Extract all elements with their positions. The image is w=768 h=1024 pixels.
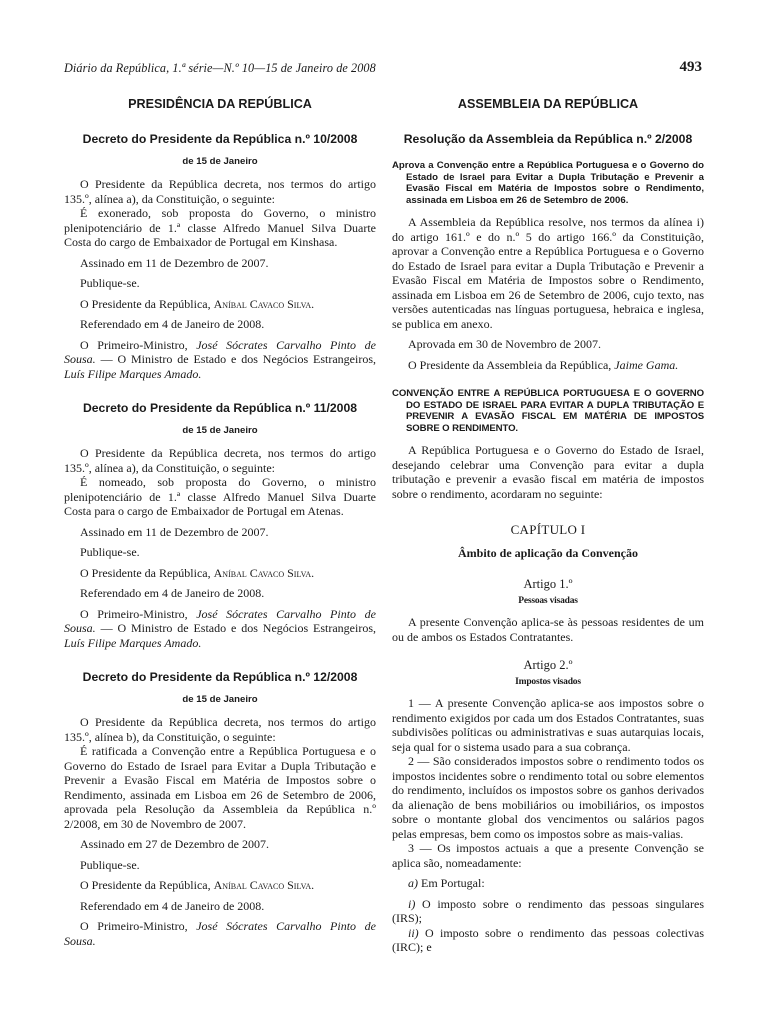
decree-paragraph: É ratificada a Convenção entre a República Portuguesa e o Governo do Estado de Israel para Evitar a Dupla Tributação e Prevenir a Evasão Fiscal em Matéria de Impostos sobre o Rendimento, assinada em Lisboa em 26 de Setembro de 2006, aprovada pela Resolução da Assembleia da República n.º 2/2008, em 30 de Novembro de 2007. [64, 744, 376, 831]
pm-name: José Sócrates Carvalho Pinto de Sousa. [64, 606, 376, 635]
decree-title: Decreto do Presidente da República n.º 11/2008 [82, 401, 358, 415]
decree-title: Decreto do Presidente da República n.º 10/2008 [82, 132, 358, 146]
resolution-summary: Aprova a Convenção entre a República Portuguesa e o Governo do Estado de Israel para Evitar a Dupla Tributação e Prevenir a Evasão Fiscal em Matéria de Impostos sobre o Rendimento, assinada em Lisboa em 26 de Setembro de 2006. [392, 160, 704, 206]
journal-title: Diário da República, 1.ª série—N.º 10—15 de Janeiro de 2008 [64, 61, 376, 75]
decree-date: de 15 de Janeiro [182, 425, 258, 436]
minister-name: Luís Filipe Marques Amado. [64, 635, 202, 650]
decree-12 [64, 670, 376, 948]
chapter-title: Âmbito de aplicação da Convenção [458, 546, 638, 560]
referenced-line: Referendado em 4 de Janeiro de 2008. [80, 586, 265, 600]
president-name: Aníbal Cavaco Silva. [213, 565, 315, 580]
publish-line: Publique-se. [80, 857, 140, 872]
decree-paragraph: É exonerado, sob proposta do Governo, o ministro plenipotenciário de 1.ª classe Alfredo Manuel Silva Duarte Costa do cargo de Embaixador de Portugal em Kinshasa. [64, 206, 376, 249]
pm-name: José Sócrates Carvalho Pinto de Sousa. [64, 337, 376, 366]
publish-line: Publique-se. [80, 276, 140, 290]
decree-paragraph: O Presidente da República decreta, nos termos do artigo 135.º, alínea a), da Constituição, o seguinte: [64, 446, 376, 475]
signed-line: Assinado em 11 de Dezembro de 2007. [80, 255, 269, 270]
publish-line: Publique-se. [80, 545, 140, 559]
assembly-president-line: O Presidente da Assembleia da República, Jaime Gama. [408, 357, 679, 372]
decree-title: Decreto do Presidente da República n.º 12/2008 [82, 670, 358, 684]
article-2-paragraph-2: 2 — São considerados impostos sobre o rendimento todos os impostos incidentes sobre o rendimento total ou sobre elementos do rendimento, incluídos os impostos sobre os ganhos derivados da alienação de bens mobiliários ou imobiliários, os impostos sobre o montante global dos vencimentos ou salários pagos pelas empresas, bem como os impostos sobre as mais-valias. [392, 754, 704, 841]
signatories-line: O Primeiro-Ministro, José Sócrates Carvalho Pinto de Sousa. — O Ministro de Estado e dos Negócios Estrangeiros, Luís Filipe Marques Amado. [64, 606, 376, 650]
page-number: 493 [679, 59, 702, 75]
article-2-paragraph-1: 1 — A presente Convenção aplica-se aos impostos sobre o rendimento exigidos por cada um dos Estados Contratantes, suas subdivisões políticas ou administrativas e suas autarquias locais, seja qual for o sistema usado para a sua cobrança. [392, 696, 704, 754]
decree-paragraph: O Presidente da República decreta, nos termos do artigo 135.º, alínea b), da Constituição, o seguinte: [64, 715, 376, 744]
section-title-assembleia: ASSEMBLEIA DA REPÚBLICA [457, 97, 639, 111]
article-2-title: Impostos visados [515, 677, 581, 687]
decree-paragraph: O Presidente da República decreta, nos termos do artigo 135.º, alínea a), da Constituição, o seguinte: [64, 177, 376, 206]
signatories-line: O Primeiro-Ministro, José Sócrates Carvalho Pinto de Sousa. — O Ministro de Estado e dos Negócios Estrangeiros, Luís Filipe Marques Amado. [64, 337, 376, 381]
signed-line: Assinado em 11 de Dezembro de 2007. [80, 524, 269, 539]
minister-name: Luís Filipe Marques Amado. [64, 366, 202, 381]
page-header [64, 59, 702, 79]
referenced-line: Referendado em 4 de Janeiro de 2008. [80, 317, 265, 331]
signed-line: Assinado em 27 de Dezembro de 2007. [80, 837, 269, 851]
president-line: O Presidente da República, Aníbal Cavaco Silva. [80, 878, 315, 892]
article-1-title: Pessoas visadas [518, 596, 578, 606]
convention-title: CONVENÇÃO ENTRE A REPÚBLICA PORTUGUESA E O GOVERNO DO ESTADO DE ISRAEL PARA EVITAR A DUPLA TRIBUTAÇÃO E PREVENIR A EVASÃO FISCAL EM MATÉRIA DE IMPOSTOS SOBRE O RENDIMENTO. [392, 388, 704, 434]
article-2-heading: Artigo 2.º [523, 658, 573, 672]
president-name: Aníbal Cavaco Silva. [213, 296, 315, 311]
left-column [64, 92, 376, 948]
article-2-paragraph-3: 3 — Os impostos actuais a que a presente Convenção se aplica são, nomeadamente: [392, 841, 704, 870]
article-1-heading: Artigo 1.º [523, 577, 573, 591]
approved-line: Aprovada em 30 de Novembro de 2007. [408, 337, 601, 351]
president-name: Aníbal Cavaco Silva. [213, 878, 315, 892]
resolution-title: Resolução da Assembleia da República n.º 2/2008 [403, 132, 693, 146]
decree-11 [64, 401, 376, 650]
assembly-president-name: Jaime Gama. [614, 357, 679, 372]
signatories-line: O Primeiro-Ministro, José Sócrates Carvalho Pinto de Sousa. [64, 919, 376, 948]
decree-paragraph: É nomeado, sob proposta do Governo, o ministro plenipotenciário de 1.ª classe Alfredo Manuel Silva Duarte Costa para o cargo de Embaixador de Portugal em Atenas. [64, 475, 376, 518]
decree-date: de 15 de Janeiro [182, 694, 258, 705]
item-ii: ii) O imposto sobre o rendimento das pessoas colectivas (IRC); e [392, 925, 704, 954]
section-title-presidencia: PRESIDÊNCIA DA REPÚBLICA [128, 97, 312, 111]
resolution-paragraph: A Assembleia da República resolve, nos termos da alínea i) do artigo 161.º e do n.º 5 do artigo 166.º da Constituição, aprovar a Convenção entre a República Portuguesa e o Governo do Estado de Israel para evitar a Dupla Tributação e Prevenir a Evasão Fiscal em Matéria de Impostos sobre o Rendimento, assinada em Lisboa em 26 de Setembro de 2006, cujo texto, nas versões autenticadas nas línguas portuguesa, hebraica e inglesa, se publica em anexo. [392, 215, 704, 331]
referenced-line: Referendado em 4 de Janeiro de 2008. [80, 898, 265, 913]
chapter-heading: CAPÍTULO I [510, 522, 586, 537]
item-i: i) O imposto sobre o rendimento das pessoas singulares (IRS); [392, 896, 704, 925]
right-column [392, 92, 704, 955]
item-a: a) Em Portugal: [408, 876, 485, 890]
decree-date: de 15 de Janeiro [182, 156, 258, 167]
president-line: O Presidente da República, Aníbal Cavaco Silva. [80, 565, 315, 580]
convention-intro: A República Portuguesa e o Governo do Estado de Israel, desejando celebrar uma Convenção para evitar a dupla tributação e prevenir a evasão fiscal em matéria de impostos sobre o rendimento, acordaram no seguinte: [392, 443, 704, 501]
article-1-text: A presente Convenção aplica-se às pessoas residentes de um ou de ambos os Estados Contratantes. [392, 615, 704, 644]
pm-name: José Sócrates Carvalho Pinto de Sousa. [64, 919, 376, 948]
decree-10 [64, 132, 376, 381]
president-line: O Presidente da República, Aníbal Cavaco Silva. [80, 296, 315, 311]
